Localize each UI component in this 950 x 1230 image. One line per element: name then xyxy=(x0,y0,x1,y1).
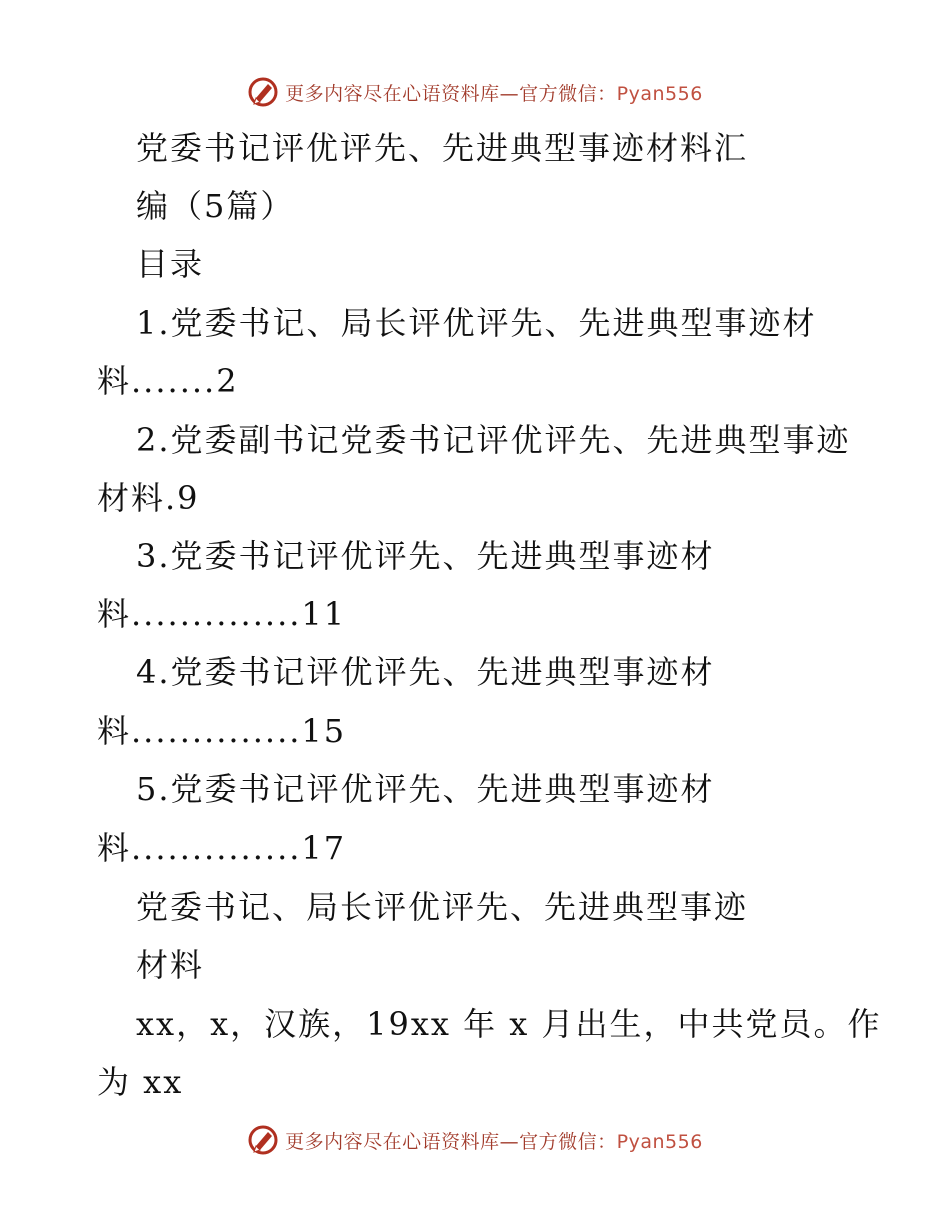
toc-entry-2-page: 材料.9 xyxy=(97,479,200,517)
header-banner xyxy=(0,72,950,112)
toc-entry-5-title: 5.党委书记评优评先、先进典型事迹材 xyxy=(136,770,715,808)
toc-entry-3-page: 料..............11 xyxy=(97,595,347,633)
section-title-line-1: 党委书记、局长评优评先、先进典型事迹 xyxy=(136,888,749,926)
toc-entry-4-page: 料..............15 xyxy=(97,712,347,750)
banner-text: 更多内容尽在心语资料库—官方微信：Pyan556 xyxy=(285,1130,703,1153)
pen-logo-icon xyxy=(247,1124,279,1156)
toc-entry-1-page: 料.......2 xyxy=(97,362,239,400)
toc-heading: 目录 xyxy=(136,245,205,283)
banner-text: 更多内容尽在心语资料库—官方微信：Pyan556 xyxy=(285,82,703,105)
pen-logo-icon xyxy=(247,76,279,108)
toc-entry-1-title: 1.党委书记、局长评优评先、先进典型事迹材 xyxy=(136,304,817,342)
section-title-line-2: 材料 xyxy=(136,946,205,984)
toc-entry-4-title: 4.党委书记评优评先、先进典型事迹材 xyxy=(136,653,715,691)
document-title-line-2: 编（5篇） xyxy=(136,187,295,225)
toc-entry-2-title: 2.党委副书记党委书记评优评先、先进典型事迹 xyxy=(136,421,851,459)
toc-entry-3-title: 3.党委书记评优评先、先进典型事迹材 xyxy=(136,537,715,575)
footer-banner xyxy=(0,1120,950,1160)
paragraph-line-1: xx，x，汉族，19xx 年 x 月出生，中共党员。作 xyxy=(136,1005,882,1043)
wechat-id: Pyan556 xyxy=(616,82,703,105)
paragraph-line-2: 为 xx xyxy=(97,1063,184,1101)
document-title-line-1: 党委书记评优评先、先进典型事迹材料汇 xyxy=(136,129,749,167)
toc-entry-5-page: 料..............17 xyxy=(97,829,347,867)
wechat-id: Pyan556 xyxy=(616,1130,703,1153)
